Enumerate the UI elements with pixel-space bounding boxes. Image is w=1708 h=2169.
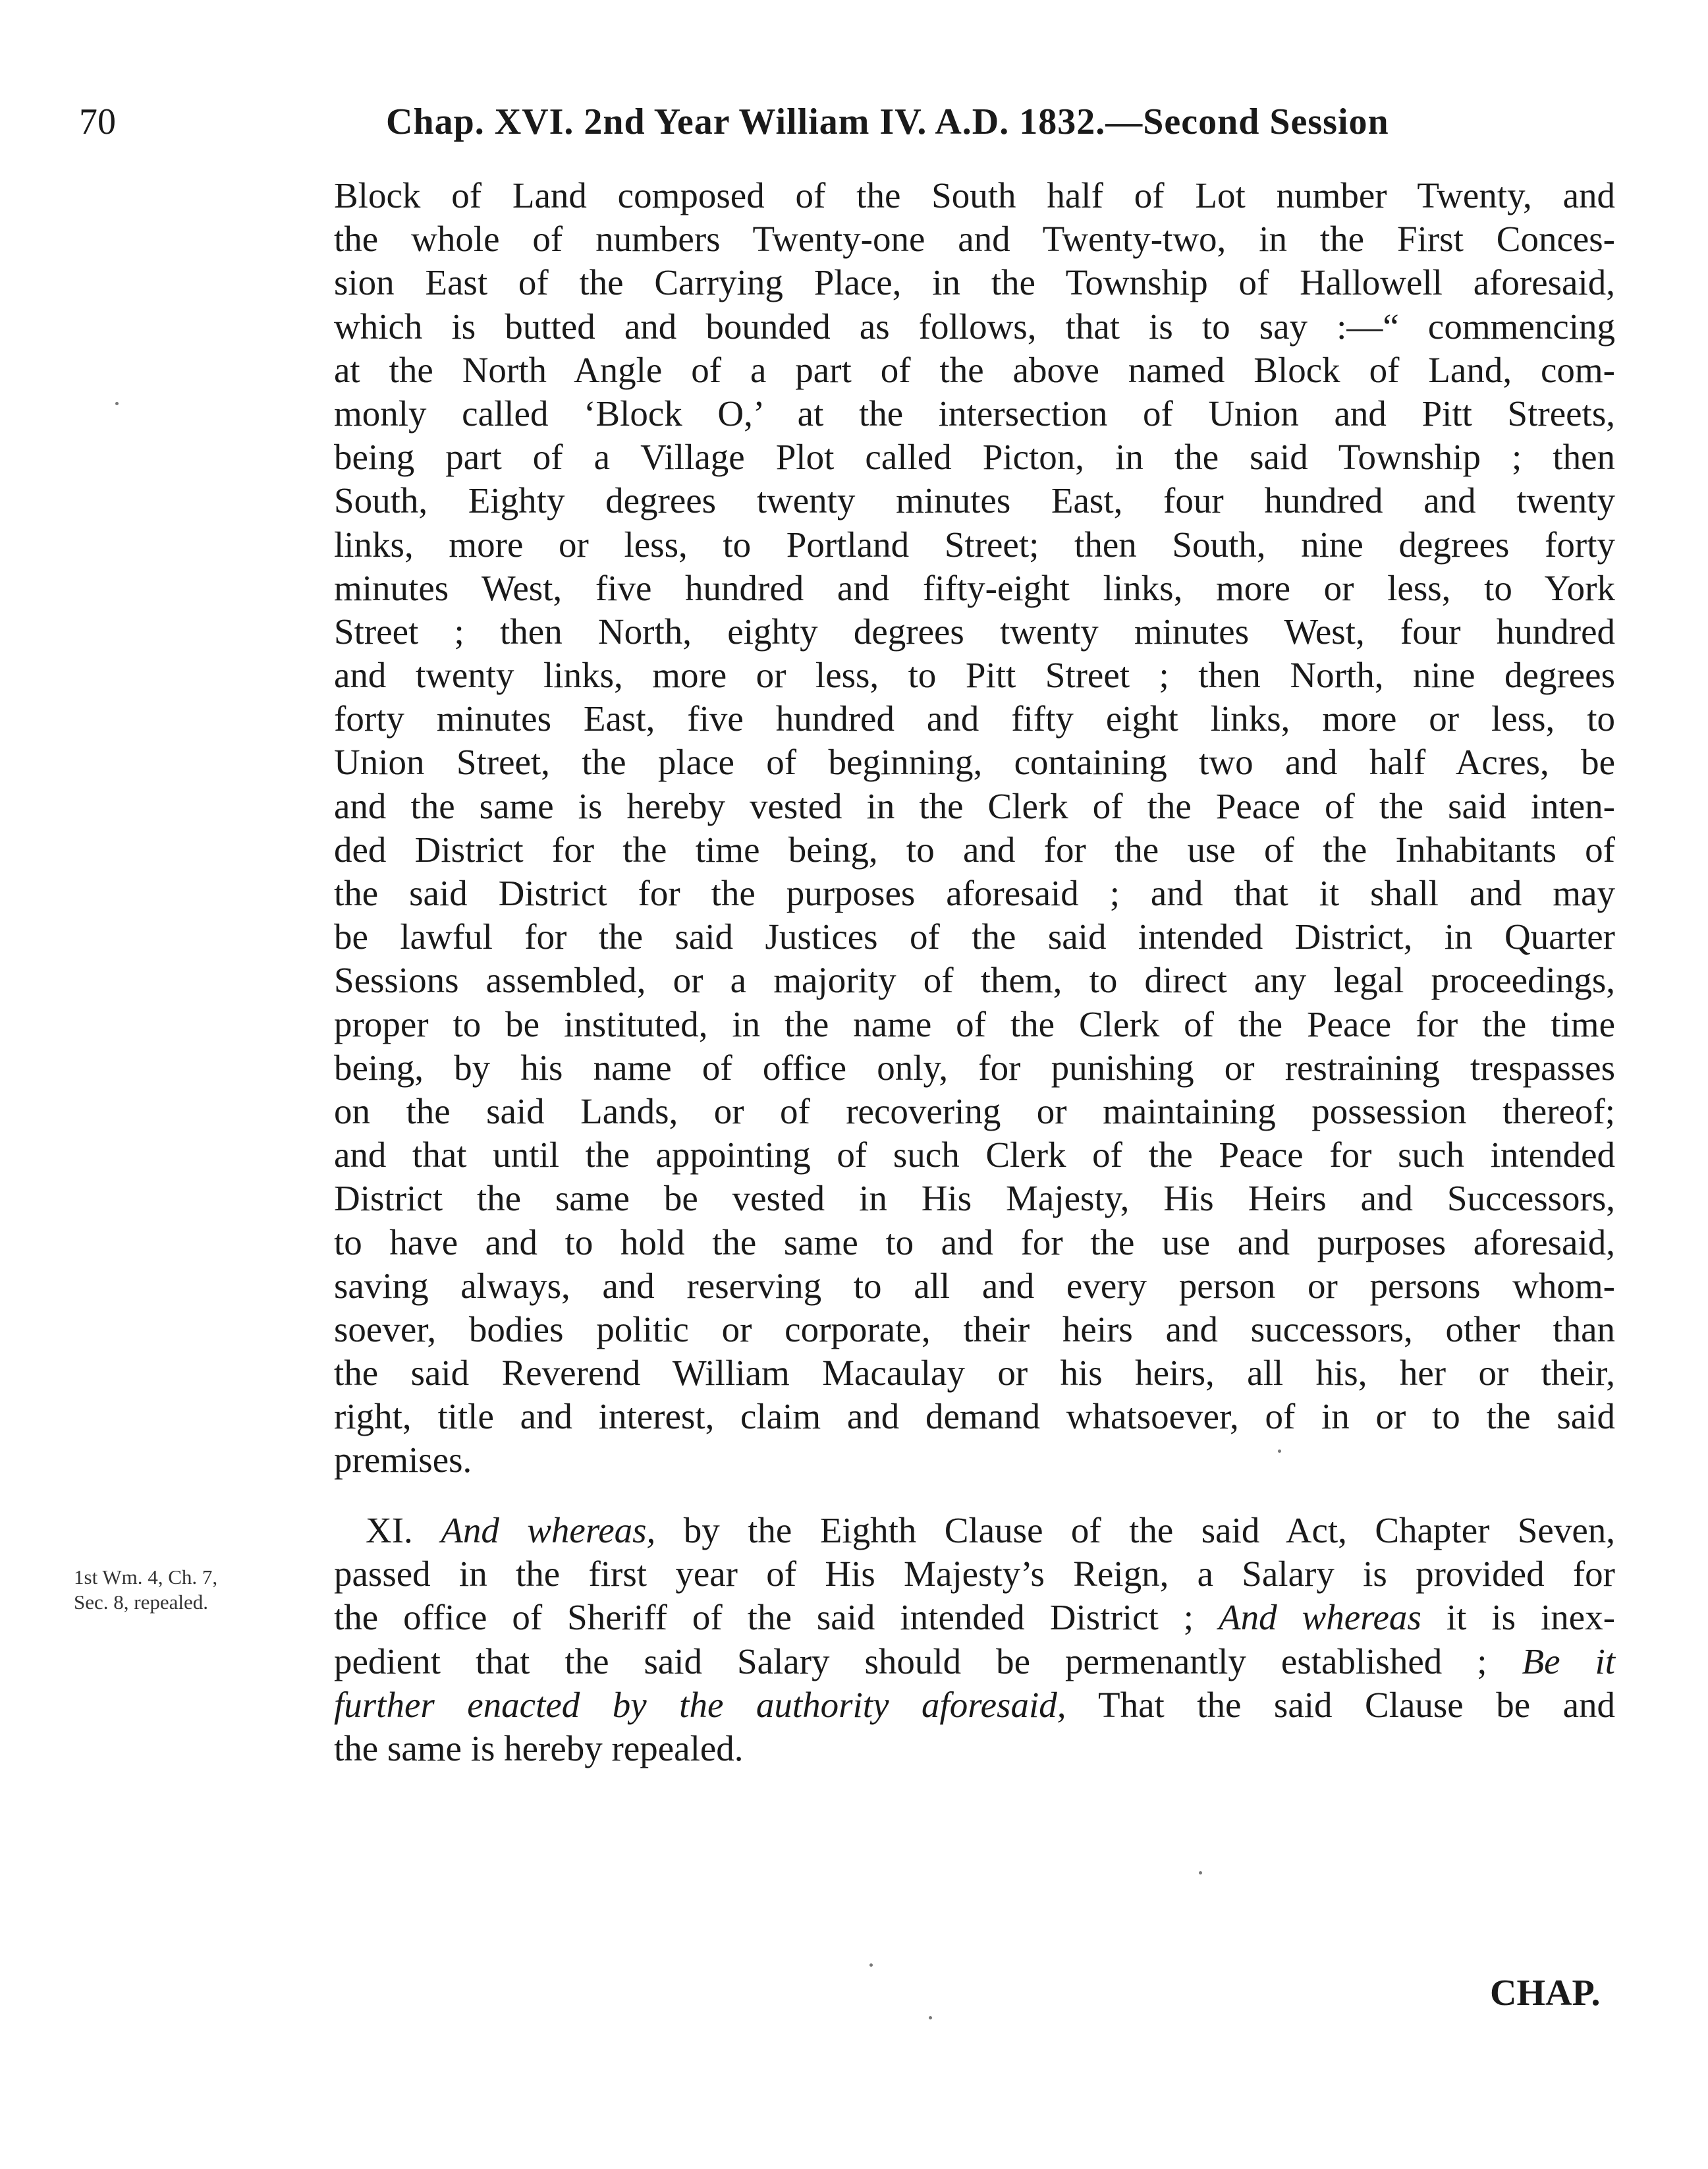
text-line: and that until the appointing of such Clerk of the Peace for such intended [334, 1135, 1615, 1175]
page-number: 70 [79, 101, 116, 142]
text-line: at the North Angle of a part of the above named Block of Land, com- [334, 349, 1615, 390]
text-line: District the same be vested in His Majesty, His Heirs and Successors, [334, 1178, 1615, 1219]
text-line: the whole of numbers Twenty-one and Twenty-two, in the First Conces- [334, 219, 1615, 260]
print-speck [1199, 1871, 1202, 1874]
text-line: be lawful for the said Justices of the said intended District, in Quarter [334, 916, 1615, 957]
text-line: ded District for the time being, to and for the use of the Inhabitants of [334, 829, 1615, 870]
text-line: Block of Land composed of the South half of Lot number Twenty, and [334, 175, 1615, 215]
print-speck [115, 402, 119, 405]
text-run: by the Eighth Clause of the said Act, Chapter Seven, [683, 1510, 1615, 1550]
text-line [334, 1509, 1615, 1552]
text-line: saving always, and reserving to all and every person or persons whom- [334, 1265, 1615, 1306]
text-line: premises. [334, 1440, 472, 1480]
running-head: Chap. XVI. 2nd Year William IV. A.D. 1832.—Second Session [386, 101, 1389, 142]
text-line: passed in the first year of His Majesty’s Reign, a Salary is provided for [334, 1554, 1615, 1594]
text-run: That the said Clause be and [1097, 1684, 1615, 1725]
text-line: proper to be instituted, in the name of the Clerk of the Peace for the time [334, 1003, 1615, 1044]
text-line: the said District for the purposes aforesaid ; and that it shall and may [334, 873, 1615, 913]
text-line: and twenty links, more or less, to Pitt Street ; then North, nine degrees [334, 655, 1615, 696]
margin-note-line: 1st Wm. 4, Ch. 7, [74, 1565, 218, 1589]
catchword: CHAP. [1490, 1973, 1601, 2014]
section-xi [334, 1509, 1615, 1770]
text-line: right, title and interest, claim and demand whatsoever, of in or to the said [334, 1396, 1615, 1437]
margin-note-line: Sec. 8, repealed. [74, 1591, 208, 1614]
italic-phrase: And whereas [1218, 1597, 1421, 1638]
text-line [334, 1640, 1615, 1683]
text-line: South, Eighty degrees twenty minutes East, four hundred and twenty [334, 480, 1615, 521]
text-line: minutes West, five hundred and fifty-eight links, more or less, to York [334, 567, 1615, 608]
text-run: pedient that the said Salary should be permenantly established ; [334, 1641, 1487, 1681]
print-speck [869, 1963, 873, 1967]
text-line: links, more or less, to Portland Street; then South, nine degrees forty [334, 524, 1615, 565]
italic-phrase: further enacted by the authority aforesaid, [334, 1684, 1066, 1725]
print-speck [1278, 1450, 1281, 1453]
text-line: which is butted and bounded as follows, that is to say :—“ commencing [334, 306, 1615, 347]
text-line [334, 1683, 1615, 1727]
text-run: it is inex- [1446, 1597, 1616, 1638]
text-line: on the said Lands, or of recovering or maintaining possession thereof; [334, 1090, 1615, 1131]
text-line: being part of a Village Plot called Picton, in the said Township ; then [334, 437, 1615, 478]
text-line: being, by his name of office only, for punishing or restraining trespasses [334, 1047, 1615, 1088]
body-text [334, 174, 1615, 1482]
text-line: Street ; then North, eighty degrees twenty minutes West, four hundred [334, 611, 1615, 652]
italic-phrase: Be it [1522, 1641, 1616, 1681]
text-line [334, 1596, 1615, 1639]
margin-note [74, 1565, 291, 1615]
text-line: and the same is hereby vested in the Clerk of the Peace of the said inten- [334, 785, 1615, 826]
text-run: the office of Sheriff of the said intended District ; [334, 1597, 1194, 1638]
text-line: to have and to hold the same to and for the use and purposes aforesaid, [334, 1222, 1615, 1262]
text-line: Sessions assembled, or a majority of them, to direct any legal proceedings, [334, 960, 1615, 1001]
text-line: the same is hereby repealed. [334, 1728, 744, 1768]
text-line: monly called ‘Block O,’ at the intersection of Union and Pitt Streets, [334, 393, 1615, 434]
print-speck [929, 2016, 932, 2019]
text-line: soever, bodies politic or corporate, their heirs and successors, other than [334, 1309, 1615, 1349]
text-line: Union Street, the place of beginning, containing two and half Acres, be [334, 742, 1615, 783]
italic-phrase: And whereas, [441, 1510, 656, 1550]
text-line: forty minutes East, five hundred and fifty eight links, more or less, to [334, 698, 1615, 739]
text-line: sion East of the Carrying Place, in the Township of Hallowell aforesaid, [334, 262, 1615, 303]
text-line: the said Reverend William Macaulay or his heirs, all his, her or their, [334, 1353, 1615, 1394]
section-number: XI. [366, 1510, 413, 1550]
